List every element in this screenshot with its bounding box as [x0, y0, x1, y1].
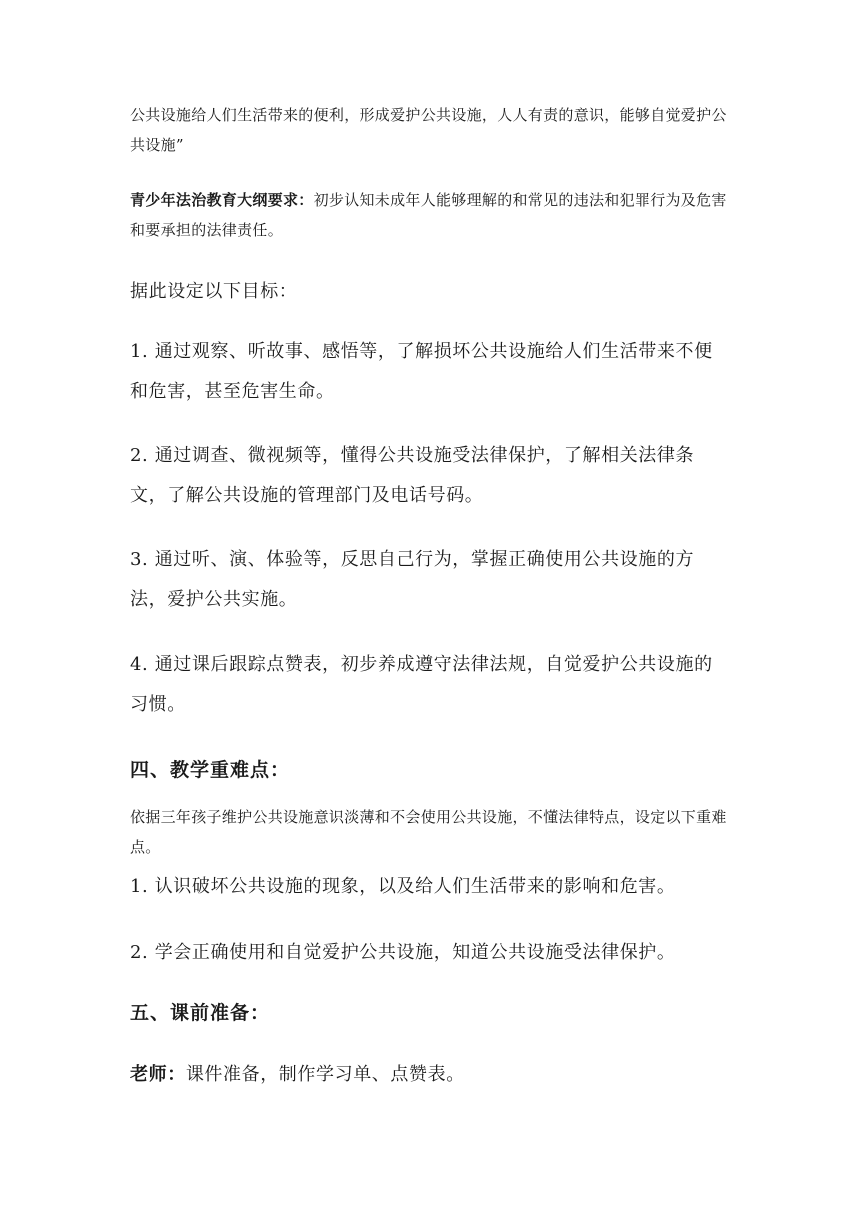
- teacher-preparation: [130, 1055, 730, 1095]
- teacher-label: 老师：: [130, 1064, 186, 1085]
- goal-item-2: 2. 通过调查、微视频等，懂得公共设施受法律保护，了解相关法律条文，了解公共设施的管理部门及电话号码。: [130, 445, 695, 506]
- goal-item-1: 1. 通过观察、听故事、感悟等，了解损坏公共设施给人们生活带来不便和危害，甚至危害生命。: [130, 341, 713, 402]
- section-4-heading: 四、教学重难点：: [130, 759, 291, 781]
- section-4-intro: 依据三年孩子维护公共设施意识淡薄和不会使用公共设施，不懂法律特点，设定以下重难点。: [130, 808, 727, 856]
- goal-item-3: 3. 通过听、演、体验等，反思自己行为，掌握正确使用公共设施的方法，爱护公共实施。: [130, 549, 695, 610]
- difficulty-point-1: 1. 认识破坏公共设施的现象，以及给人们生活带来的影响和危害。: [130, 876, 676, 897]
- section-5-heading: 五、课前准备：: [130, 1002, 271, 1024]
- outline-paragraph: [130, 185, 730, 245]
- intro-paragraph: 公共设施给人们生活带来的便利，形成爱护公共设施，人人有责的意识，能够自觉爱护公共设施”: [130, 106, 727, 154]
- outline-text: 初步认知未成年人能够理解的和常见的违法和犯罪行为及危害和要承担的法律责任。: [130, 191, 727, 239]
- teacher-text: 课件准备，制作学习单、点赞表。: [185, 1064, 465, 1085]
- goals-intro: 据此设定以下目标：: [130, 281, 298, 302]
- outline-label: 青少年法治教育大纲要求：: [130, 191, 314, 209]
- goal-item-4: 4. 通过课后跟踪点赞表，初步养成遵守法律法规，自觉爱护公共设施的习惯。: [130, 654, 713, 715]
- difficulty-point-2: 2. 学会正确使用和自觉爱护公共设施，知道公共设施受法律保护。: [130, 942, 676, 963]
